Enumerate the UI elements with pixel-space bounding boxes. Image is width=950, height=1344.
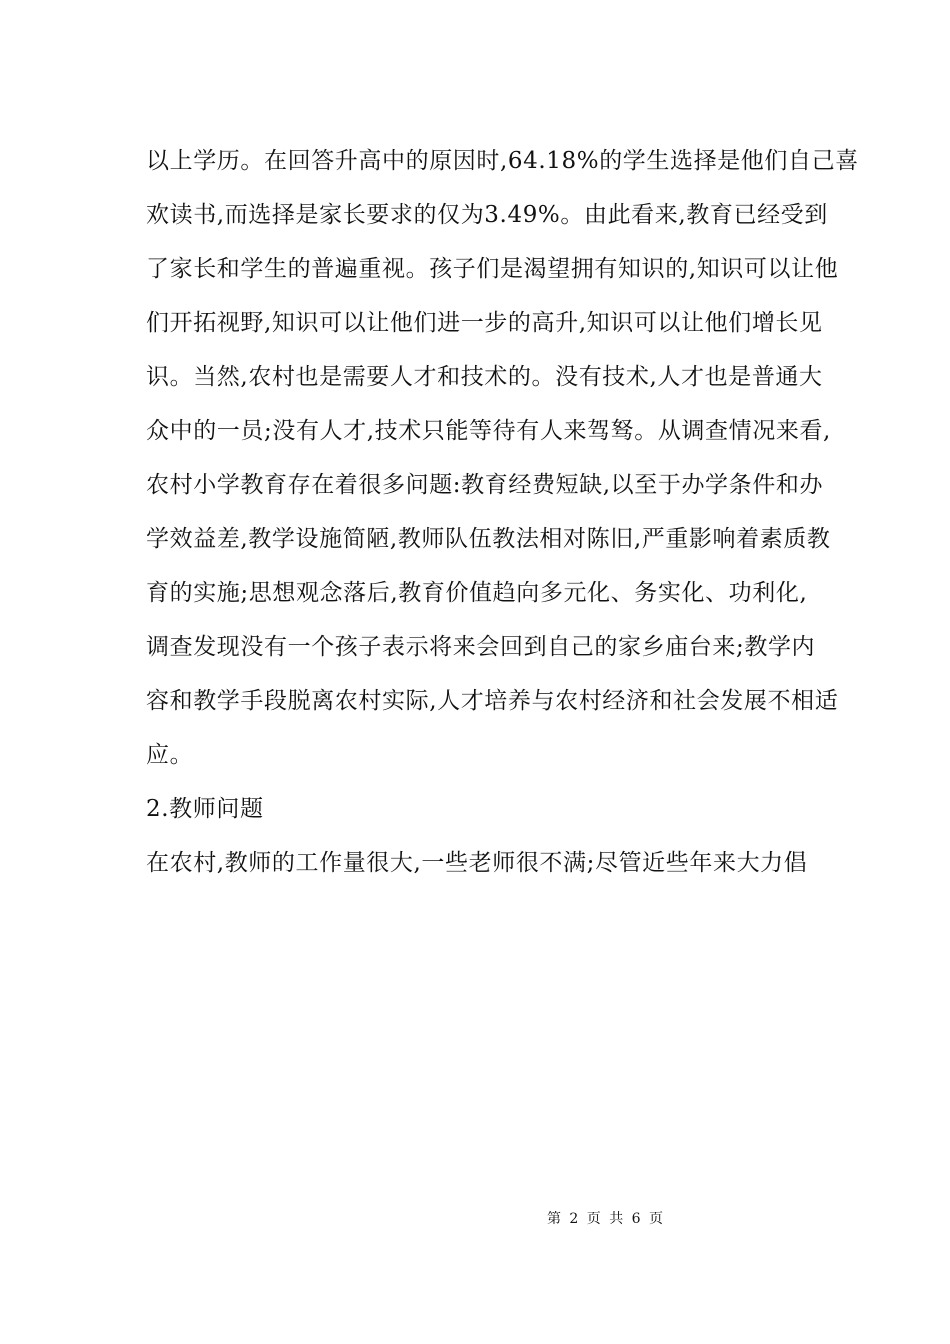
text-line: 们开拓视野,知识可以让他们进一步的高升,知识可以让他们增长见 [146,310,823,336]
text-line: 调查发现没有一个孩子表示将来会回到自己的家乡庙台来;教学内 [146,634,816,660]
text-line: 应。 [146,742,194,768]
text-line: 容和教学手段脱离农村实际,人才培养与农村经济和社会发展不相适 [146,688,839,714]
page-footer: 第 2 页 共 6 页 [546,1211,666,1227]
text-line: 了家长和学生的普遍重视。孩子们是渴望拥有知识的,知识可以让他 [146,256,839,282]
body-text [146,134,859,890]
text-line: 识。当然,农村也是需要人才和技术的。没有技术,人才也是普通大 [146,364,823,390]
text-line: 在农村,教师的工作量很大,一些老师很不满;尽管近些年来大力倡 [146,850,808,876]
text-line: 欢读书,而选择是家长要求的仅为3.49%。由此看来,教育已经受到 [146,202,828,228]
text-line: 育的实施;思想观念落后,教育价值趋向多元化、务实化、功利化, [146,580,808,606]
text-line: 以上学历。在回答升高中的原因时,64.18%的学生选择是他们自己喜 [146,148,859,174]
text-line: 农村小学教育存在着很多问题:教育经费短缺,以至于办学条件和办 [146,472,824,498]
section-heading: 2.教师问题 [146,796,264,822]
text-line: 学效益差,教学设施简陋,教师队伍教法相对陈旧,严重影响着素质教 [146,526,831,552]
text-line: 众中的一员;没有人才,技术只能等待有人来驾驽。从调查情况来看, [146,418,831,444]
